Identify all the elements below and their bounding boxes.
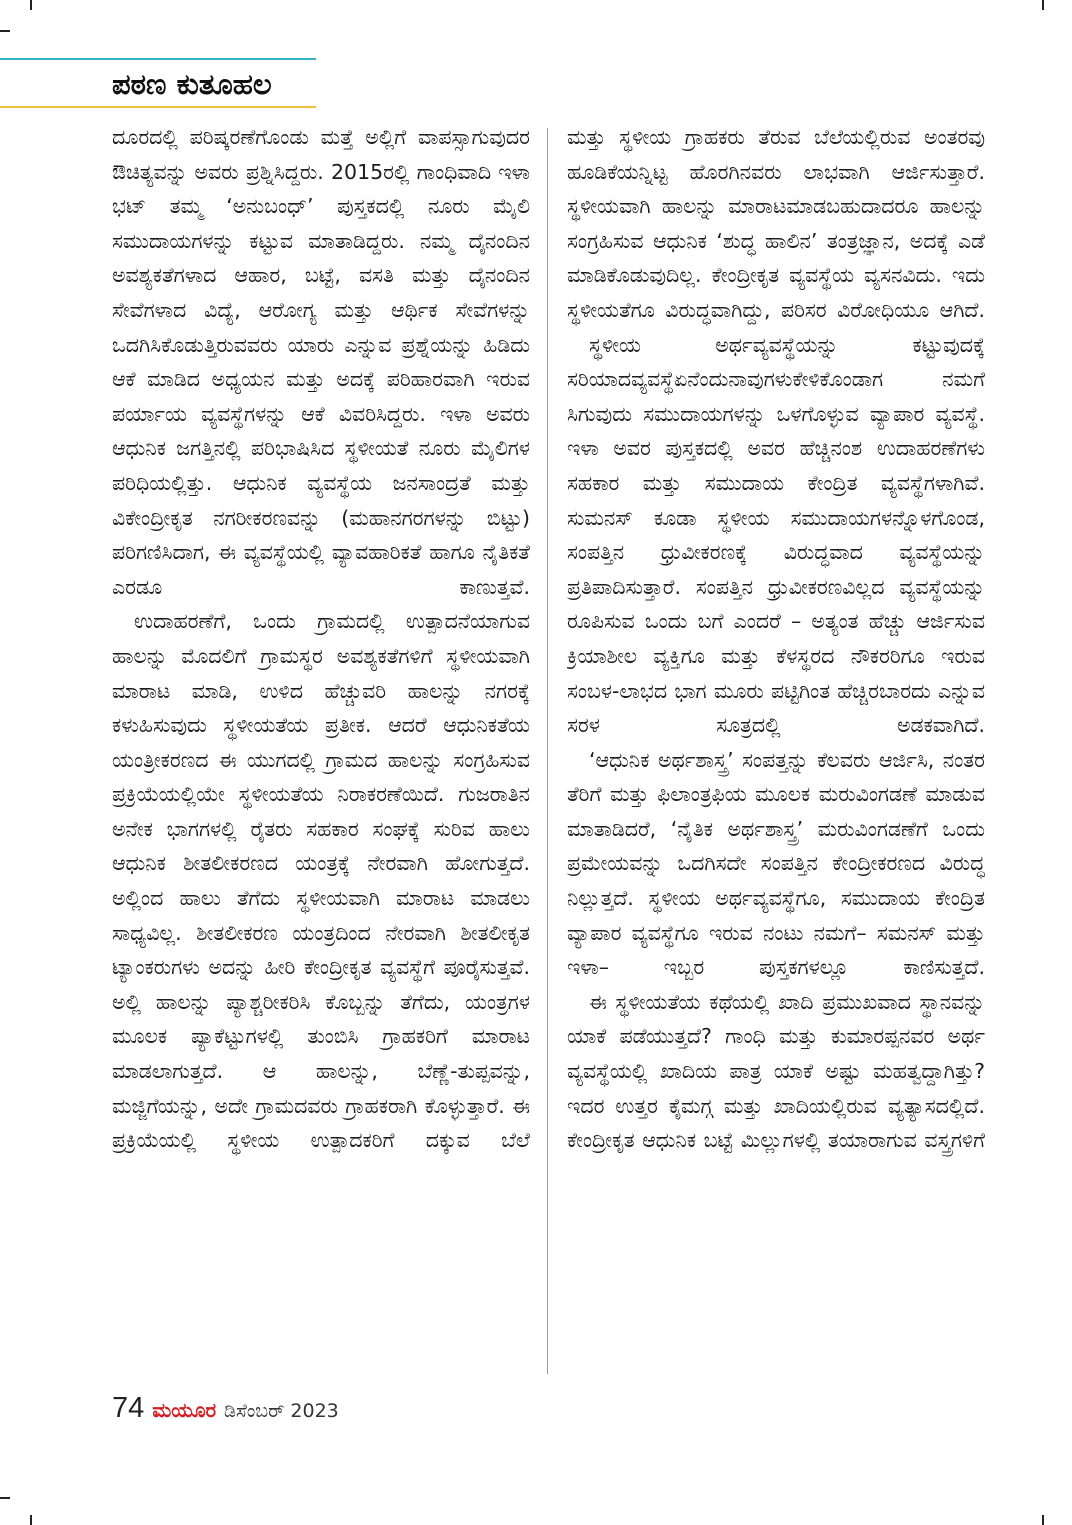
crop-mark bbox=[0, 1497, 10, 1499]
section-title: ಪಠಣ ಕುತೂಹಲ bbox=[112, 67, 272, 101]
column-divider bbox=[547, 128, 548, 1374]
paragraph: ‘ಆಧುನಿಕ ಅರ್ಥಶಾಸ್ತ್ರ’ ಸಂಪತ್ತನ್ನು ಕೆಲವರು ಆರ್ಜಿಸಿ, ನಂತರ ತೆರಿಗೆ ಮತ್ತು ಫಿಲಾಂತ್ರಫಿಯ ಮೂಲಕ ಮರುವಿಂಗಡಣೆ ಮಾಡುವ ಮಾತಾಡಿದರೆ, ‘ನೈತಿಕ ಅರ್ಥಶಾಸ್ತ್ರ’ ಮರುವಿಂಗಡಣೆಗೆ ಒಂದು ಪ್ರಮೇಯವನ್ನು ಒದಗಿಸದೇ ಸಂಪತ್ತಿನ ಕೇಂದ್ರೀಕರಣದ ವಿರುದ್ಧ ನಿಲ್ಲುತ್ತದೆ. ಸ್ಥಳೀಯ ಅರ್ಥವ್ಯವಸ್ಥೆಗೂ, ಸಮುದಾಯ ಕೇಂದ್ರಿತ ವ್ಯಾಪಾರ ವ್ಯವಸ್ಥೆಗೂ ಇರುವ ನಂಟು ನಮಗೆ– ಸಮನಸ್ ಮತ್ತು ಇಳಾ– ಇಬ್ಬರ ಪುಸ್ತಕಗಳಲ್ಲೂ ಕಾಣಿಸುತ್ತದೆ. bbox=[567, 747, 985, 980]
paragraph: ದೂರದಲ್ಲಿ ಪರಿಷ್ಕರಣೆಗೊಂಡು ಮತ್ತೆ ಅಲ್ಲಿಗೆ ವಾಪಸ್ಸಾಗುವುದರ ಔಚಿತ್ಯವನ್ನು ಅವರು ಪ್ರಶ್ನಿಸಿದ್ದರು. 2015ರಲ್ಲಿ ಗಾಂಧಿವಾದಿ ಇಳಾ ಭಟ್ ತಮ್ಮ ‘ಅನುಬಂಧ್’ ಪುಸ್ತಕದಲ್ಲಿ ನೂರು ಮೈಲಿ ಸಮುದಾಯಗಳನ್ನು ಕಟ್ಟುವ ಮಾತಾಡಿದ್ದರು. ನಮ್ಮ ದೈನಂದಿನ ಅವಶ್ಯಕತೆಗಳಾದ ಆಹಾರ, ಬಟ್ಟೆ, ವಸತಿ ಮತ್ತು ದೈನಂದಿನ ಸೇವೆಗಳಾದ ವಿದ್ಯೆ, ಆರೋಗ್ಯ ಮತ್ತು ಆರ್ಥಿಕ ಸೇವೆಗಳನ್ನು ಒದಗಿಸಿಕೊಡುತ್ತಿರುವವರು ಯಾರು ಎನ್ನುವ ಪ್ರಶ್ನೆಯನ್ನು ಹಿಡಿದು ಆಕೆ ಮಾಡಿದ ಅಧ್ಯಯನ ಮತ್ತು ಅದಕ್ಕೆ ಪರಿಹಾರವಾಗಿ ಇರುವ ಪರ್ಯಾಯ ವ್ಯವಸ್ಥೆಗಳನ್ನು ಆಕೆ ವಿವರಿಸಿದ್ದರು. ಇಳಾ ಅವರು ಆಧುನಿಕ ಜಗತ್ತಿನಲ್ಲಿ ಪರಿಭಾಷಿಸಿದ ಸ್ಥಳೀಯತೆ ನೂರು ಮೈಲಿಗಳ ಪರಿಧಿಯಲ್ಲಿತ್ತು. ಆಧುನಿಕ ವ್ಯವಸ್ಥೆಯ ಜನಸಾಂದ್ರತೆ ಮತ್ತು ವಿಕೇಂದ್ರೀಕೃತ ನಗರೀಕರಣವನ್ನು (ಮಹಾನಗರಗಳನ್ನು ಬಿಟ್ಟು) ಪರಿಗಣಿಸಿದಾಗ, ಈ ವ್ಯವಸ್ಥೆಯಲ್ಲಿ ವ್ಯಾವಹಾರಿಕತೆ ಹಾಗೂ ನೈತಿಕತೆ ಎರಡೂ ಕಾಣುತ್ತವೆ. bbox=[112, 125, 530, 599]
crop-mark bbox=[1042, 0, 1044, 10]
section-header bbox=[0, 58, 316, 110]
header-rule-top bbox=[0, 58, 316, 60]
crop-mark bbox=[30, 0, 32, 10]
article-column-left bbox=[112, 120, 530, 1382]
article-column-right bbox=[567, 120, 985, 1382]
paragraph: ಸ್ಥಳೀಯ ಅರ್ಥವ್ಯವಸ್ಥೆಯನ್ನು ಕಟ್ಟುವುದಕ್ಕೆ ಸರಿಯಾದವ್ಯವಸ್ಥೆಏನೆಂದುನಾವುಗಳುಕೇಳಿಕೊಂಡಾಗ ನಮಗೆ ಸಿಗುವುದು ಸಮುದಾಯಗಳನ್ನು ಒಳಗೊಳ್ಳುವ ವ್ಯಾಪಾರ ವ್ಯವಸ್ಥೆ. ಇಳಾ ಅವರ ಪುಸ್ತಕದಲ್ಲಿ ಅವರ ಹೆಚ್ಚಿನಂಶ ಉದಾಹರಣೆಗಳು ಸಹಕಾರ ಮತ್ತು ಸಮುದಾಯ ಕೇಂದ್ರಿತ ವ್ಯವಸ್ಥೆಗಳಾಗಿವೆ. ಸುಮನಸ್ ಕೂಡಾ ಸ್ಥಳೀಯ ಸಮುದಾಯಗಳನ್ನೊಳಗೊಂಡ, ಸಂಪತ್ತಿನ ಧ್ರುವೀಕರಣಕ್ಕೆ ವಿರುದ್ಧವಾದ ವ್ಯವಸ್ಥೆಯನ್ನು ಪ್ರತಿಪಾದಿಸುತ್ತಾರೆ. ಸಂಪತ್ತಿನ ಧ್ರುವೀಕರಣವಿಲ್ಲದ ವ್ಯವಸ್ಥೆಯನ್ನು ರೂಪಿಸುವ ಒಂದು ಬಗೆ ಎಂದರೆ – ಅತ್ಯಂತ ಹೆಚ್ಚು ಆರ್ಜಿಸುವ ಕ್ರಿಯಾಶೀಲ ವ್ಯಕ್ತಿಗೂ ಮತ್ತು ಕೆಳಸ್ಥರದ ನೌಕರರಿಗೂ ಇರುವ ಸಂಬಳ-ಲಾಭದ ಭಾಗ ಮೂರು ಪಟ್ಟಿಗಿಂತ ಹೆಚ್ಚಿರಬಾರದು ಎನ್ನುವ ಸರಳ ಸೂತ್ರದಲ್ಲಿ ಅಡಕವಾಗಿದೆ. bbox=[567, 332, 985, 738]
issue-date: ಡಿಸೆಂಬರ್ 2023 bbox=[224, 1400, 339, 1422]
paragraph: ಮತ್ತು ಸ್ಥಳೀಯ ಗ್ರಾಹಕರು ತೆರುವ ಬೆಲೆಯಲ್ಲಿರುವ ಅಂತರವು ಹೂಡಿಕೆಯನ್ನಿಟ್ಟ ಹೊರಗಿನವರು ಲಾಭವಾಗಿ ಆರ್ಜಿಸುತ್ತಾರೆ. ಸ್ಥಳೀಯವಾಗಿ ಹಾಲನ್ನು ಮಾರಾಟಮಾಡಬಹುದಾದರೂ ಹಾಲನ್ನು ಸಂಗ್ರಹಿಸುವ ಆಧುನಿಕ ‘ಶುದ್ಧ ಹಾಲಿನ’ ತಂತ್ರಜ್ಞಾನ, ಅದಕ್ಕೆ ಎಡೆ ಮಾಡಿಕೊಡುವುದಿಲ್ಲ. ಕೇಂದ್ರೀಕೃತ ವ್ಯವಸ್ಥೆಯ ವ್ಯಸನವಿದು. ಇದು ಸ್ಥಳೀಯತೆಗೂ ವಿರುದ್ಧವಾಗಿದ್ದು, ಪರಿಸರ ವಿರೋಧಿಯೂ ಆಗಿದೆ. bbox=[567, 125, 985, 322]
crop-mark bbox=[1042, 1515, 1044, 1525]
crop-mark bbox=[0, 30, 10, 32]
header-rule-bottom bbox=[0, 106, 316, 108]
magazine-logo: ಮಯೂರ bbox=[152, 1398, 217, 1422]
crop-mark bbox=[30, 1515, 32, 1525]
paragraph: ಉದಾಹರಣೆಗೆ, ಒಂದು ಗ್ರಾಮದಲ್ಲಿ ಉತ್ಪಾದನೆಯಾಗುವ ಹಾಲನ್ನು ಮೊದಲಿಗೆ ಗ್ರಾಮಸ್ಥರ ಅವಶ್ಯಕತೆಗಳಿಗೆ ಸ್ಥಳೀಯವಾಗಿ ಮಾರಾಟ ಮಾಡಿ, ಉಳಿದ ಹೆಚ್ಚುವರಿ ಹಾಲನ್ನು ನಗರಕ್ಕೆ ಕಳುಹಿಸುವುದು ಸ್ಥಳೀಯತೆಯ ಪ್ರತೀಕ. ಆದರೆ ಆಧುನಿಕತೆಯ ಯಂತ್ರೀಕರಣದ ಈ ಯುಗದಲ್ಲಿ ಗ್ರಾಮದ ಹಾಲನ್ನು ಸಂಗ್ರಹಿಸುವ ಪ್ರಕ್ರಿಯೆಯಲ್ಲಿಯೇ ಸ್ಥಳೀಯತೆಯ ನಿರಾಕರಣೆಯಿದೆ. ಗುಜರಾತಿನ ಅನೇಕ ಭಾಗಗಳಲ್ಲಿ ರೈತರು ಸಹಕಾರ ಸಂಘಕ್ಕೆ ಸುರಿವ ಹಾಲು ಆಧುನಿಕ ಶೀತಲೀಕರಣದ ಯಂತ್ರಕ್ಕೆ ನೇರವಾಗಿ ಹೋಗುತ್ತದೆ. ಅಲ್ಲಿಂದ ಹಾಲು ತೆಗೆದು ಸ್ಥಳೀಯವಾಗಿ ಮಾರಾಟ ಮಾಡಲು ಸಾಧ್ಯವಿಲ್ಲ. ಶೀತಲೀಕರಣ ಯಂತ್ರದಿಂದ ನೇರವಾಗಿ ಶೀತಲೀಕೃತ ಟ್ಯಾಂಕರುಗಳು ಅದನ್ನು ಹೀರಿ ಕೇಂದ್ರೀಕೃತ ವ್ಯವಸ್ಥೆಗೆ ಪೂರೈಸುತ್ತವೆ. ಅಲ್ಲಿ ಹಾಲನ್ನು ಪ್ಯಾಶ್ಚರೀಕರಿಸಿ ಕೊಬ್ಬನ್ನು ತೆಗೆದು, ಯಂತ್ರಗಳ ಮೂಲಕ ಪ್ಯಾಕೆಟ್ಟುಗಳಲ್ಲಿ ತುಂಬಿಸಿ ಗ್ರಾಹಕರಿಗೆ ಮಾರಾಟ ಮಾಡಲಾಗುತ್ತದೆ. ಆ ಹಾಲನ್ನು, ಬೆಣ್ಣೆ-ತುಪ್ಪವನ್ನು, ಮಜ್ಜಿಗೆಯನ್ನು, ಅದೇ ಗ್ರಾಮದವರು ಗ್ರಾಹಕರಾಗಿ ಕೊಳ್ಳುತ್ತಾರೆ. ಈ ಪ್ರಕ್ರಿಯೆಯಲ್ಲಿ ಸ್ಥಳೀಯ ಉತ್ಪಾದಕರಿಗೆ ದಕ್ಕುವ ಬೆಲೆ bbox=[112, 609, 530, 1153]
page-number: 74 bbox=[112, 1392, 145, 1424]
page-footer bbox=[112, 1392, 339, 1425]
paragraph: ಈ ಸ್ಥಳೀಯತೆಯ ಕಥೆಯಲ್ಲಿ ಖಾದಿ ಪ್ರಮುಖವಾದ ಸ್ಥಾನವನ್ನು ಯಾಕೆ ಪಡೆಯುತ್ತದೆ? ಗಾಂಧಿ ಮತ್ತು ಕುಮಾರಪ್ಪನವರ ಅರ್ಥ ವ್ಯವಸ್ಥೆಯಲ್ಲಿ ಖಾದಿಯ ಪಾತ್ರ ಯಾಕೆ ಅಷ್ಟು ಮಹತ್ವದ್ದಾಗಿತ್ತು? ಇದರ ಉತ್ತರ ಕೈಮಗ್ಗ ಮತ್ತು ಖಾದಿಯಲ್ಲಿರುವ ವ್ಯತ್ಯಾಸದಲ್ಲಿದೆ. ಕೇಂದ್ರೀಕೃತ ಆಧುನಿಕ ಬಟ್ಟೆ ಮಿಲ್ಲುಗಳಲ್ಲಿ ತಯಾರಾಗುವ ವಸ್ತ್ರಗಳಿಗೆ bbox=[567, 989, 985, 1153]
